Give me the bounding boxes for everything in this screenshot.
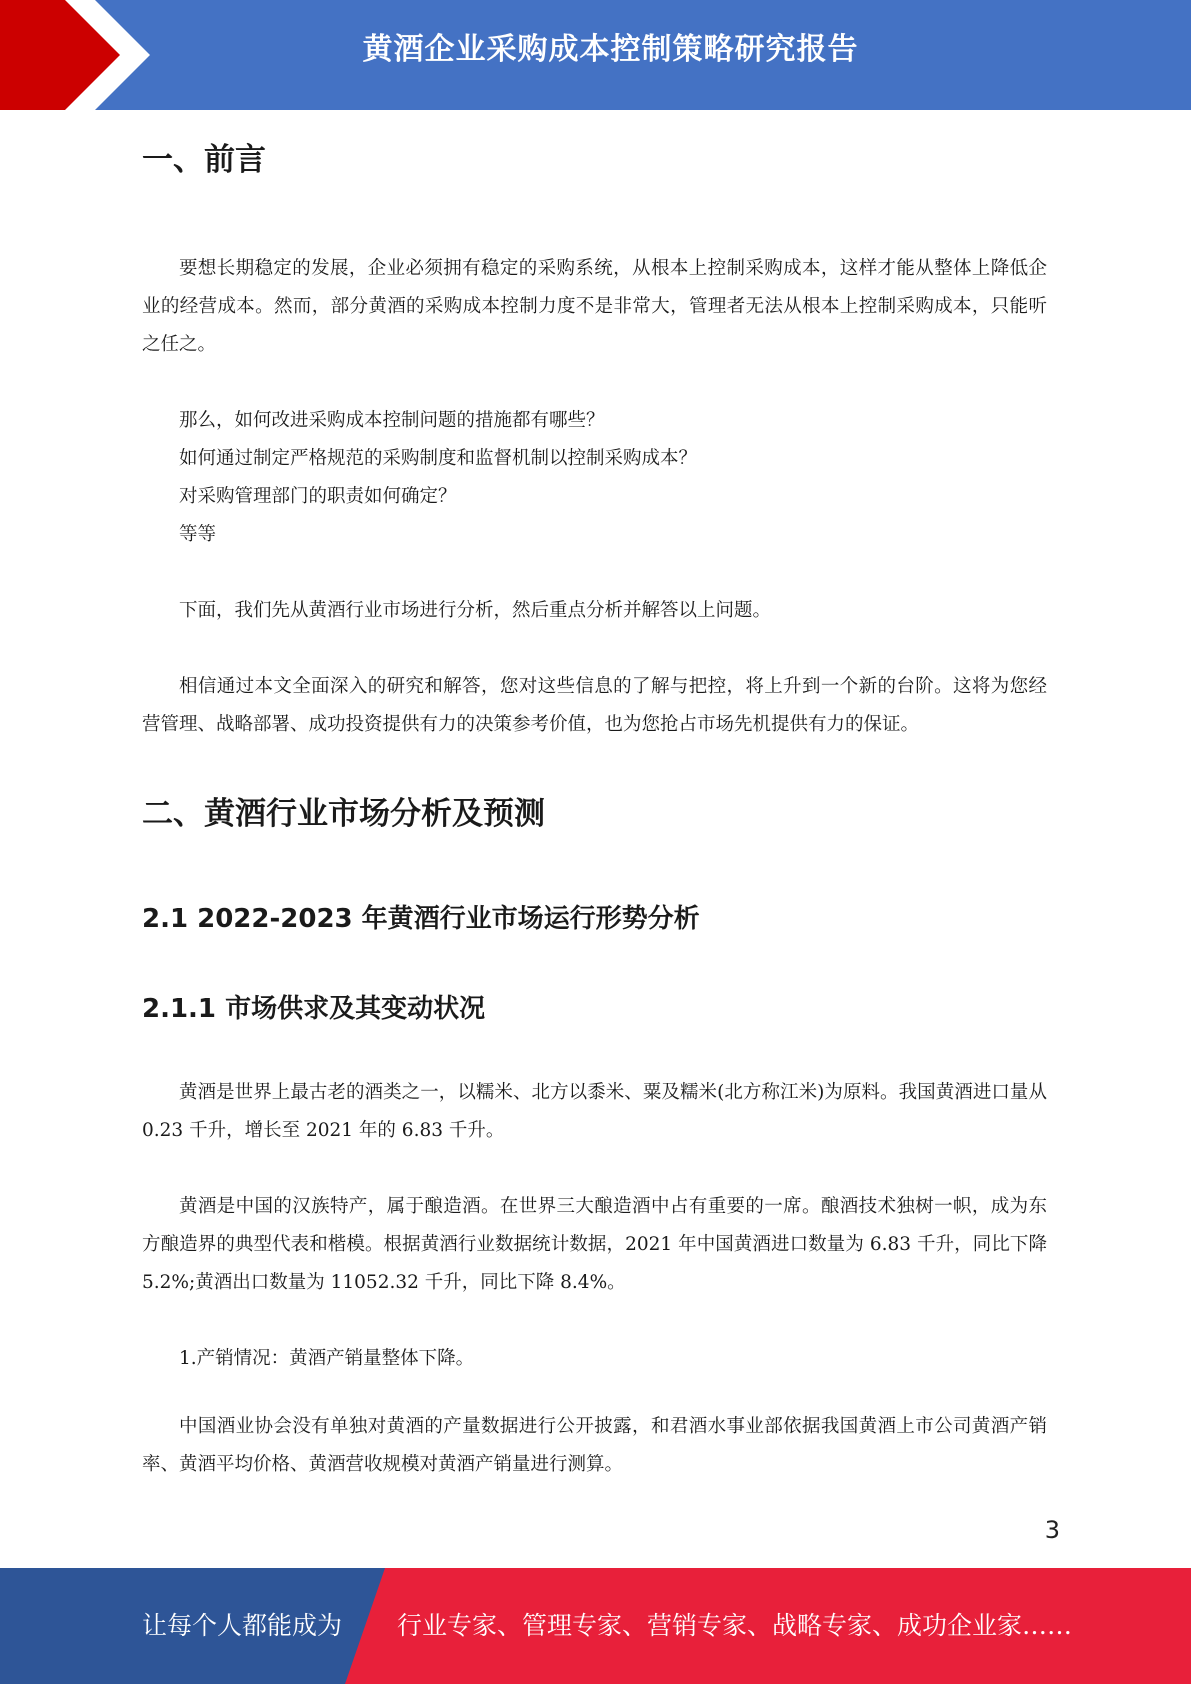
question-item: 如何通过制定严格规范的采购制度和监督机制以控制采购成本？ <box>179 448 698 469</box>
main-content <box>142 130 1047 1484</box>
section-heading-analysis: 二、黄酒行业市场分析及预测 <box>142 796 545 832</box>
paragraph: 要想长期稳定的发展，企业必须拥有稳定的采购系统，从根本上控制采购成本，这样才能从整体上降低企业的经营成本。然而，部分黄酒的采购成本控制力度不是非常大，管理者无法从根本上控制采购成本，只能听之任之。 <box>142 258 1047 355</box>
page-footer <box>0 1568 1191 1684</box>
page-header <box>0 0 1191 110</box>
paragraph: 相信通过本文全面深入的研究和解答，您对这些信息的了解与把控，将上升到一个新的台阶。这将为您经营管理、战略部署、成功投资提供有力的决策参考价值，也为您抢占市场先机提供有力的保证。 <box>142 676 1047 735</box>
paragraph: 黄酒是中国的汉族特产，属于酿造酒。在世界三大酿造酒中占有重要的一席。酿酒技术独树一帜，成为东方酿造界的典型代表和楷模。根据黄酒行业数据统计数据，2021 年中国黄酒进口数量为 6.83 千升，同比下降 5.2%;黄酒出口数量为 11052.32 千升，同比下降 8.4%。 <box>142 1196 1047 1293</box>
question-item: 对采购管理部门的职责如何确定？ <box>179 486 457 507</box>
paragraph: 黄酒是世界上最古老的酒类之一，以糯米、北方以黍米、粟及糯米(北方称江米)为原料。我国黄酒进口量从 0.23 千升，增长至 2021 年的 6.83 千升。 <box>142 1082 1047 1141</box>
paragraph: 中国酒业协会没有单独对黄酒的产量数据进行公开披露，和君酒水事业部依据我国黄酒上市公司黄酒产销率、黄酒平均价格、黄酒营收规模对黄酒产销量进行测算。 <box>142 1416 1047 1475</box>
paragraph: 下面，我们先从黄酒行业市场进行分析，然后重点分析并解答以上问题。 <box>179 600 772 621</box>
footer-slogan-left: 让每个人都能成为 <box>142 1611 343 1640</box>
subsection-heading: 2.1.1 市场供求及其变动状况 <box>142 994 486 1024</box>
paragraph: 1.产销情况：黄酒产销量整体下降。 <box>179 1348 475 1369</box>
subsection-heading: 2.1 2022-2023 年黄酒行业市场运行形势分析 <box>142 904 700 934</box>
section-heading-preface: 一、前言 <box>142 142 266 178</box>
page-number: 3 <box>1044 1516 1060 1544</box>
report-title: 黄酒企业采购成本控制策略研究报告 <box>362 32 859 67</box>
question-item: 等等 <box>179 524 217 545</box>
footer-slogan-right: 行业专家、管理专家、营销专家、战略专家、成功企业家…… <box>397 1611 1073 1640</box>
question-item: 那么，如何改进采购成本控制问题的措施都有哪些？ <box>179 410 605 431</box>
